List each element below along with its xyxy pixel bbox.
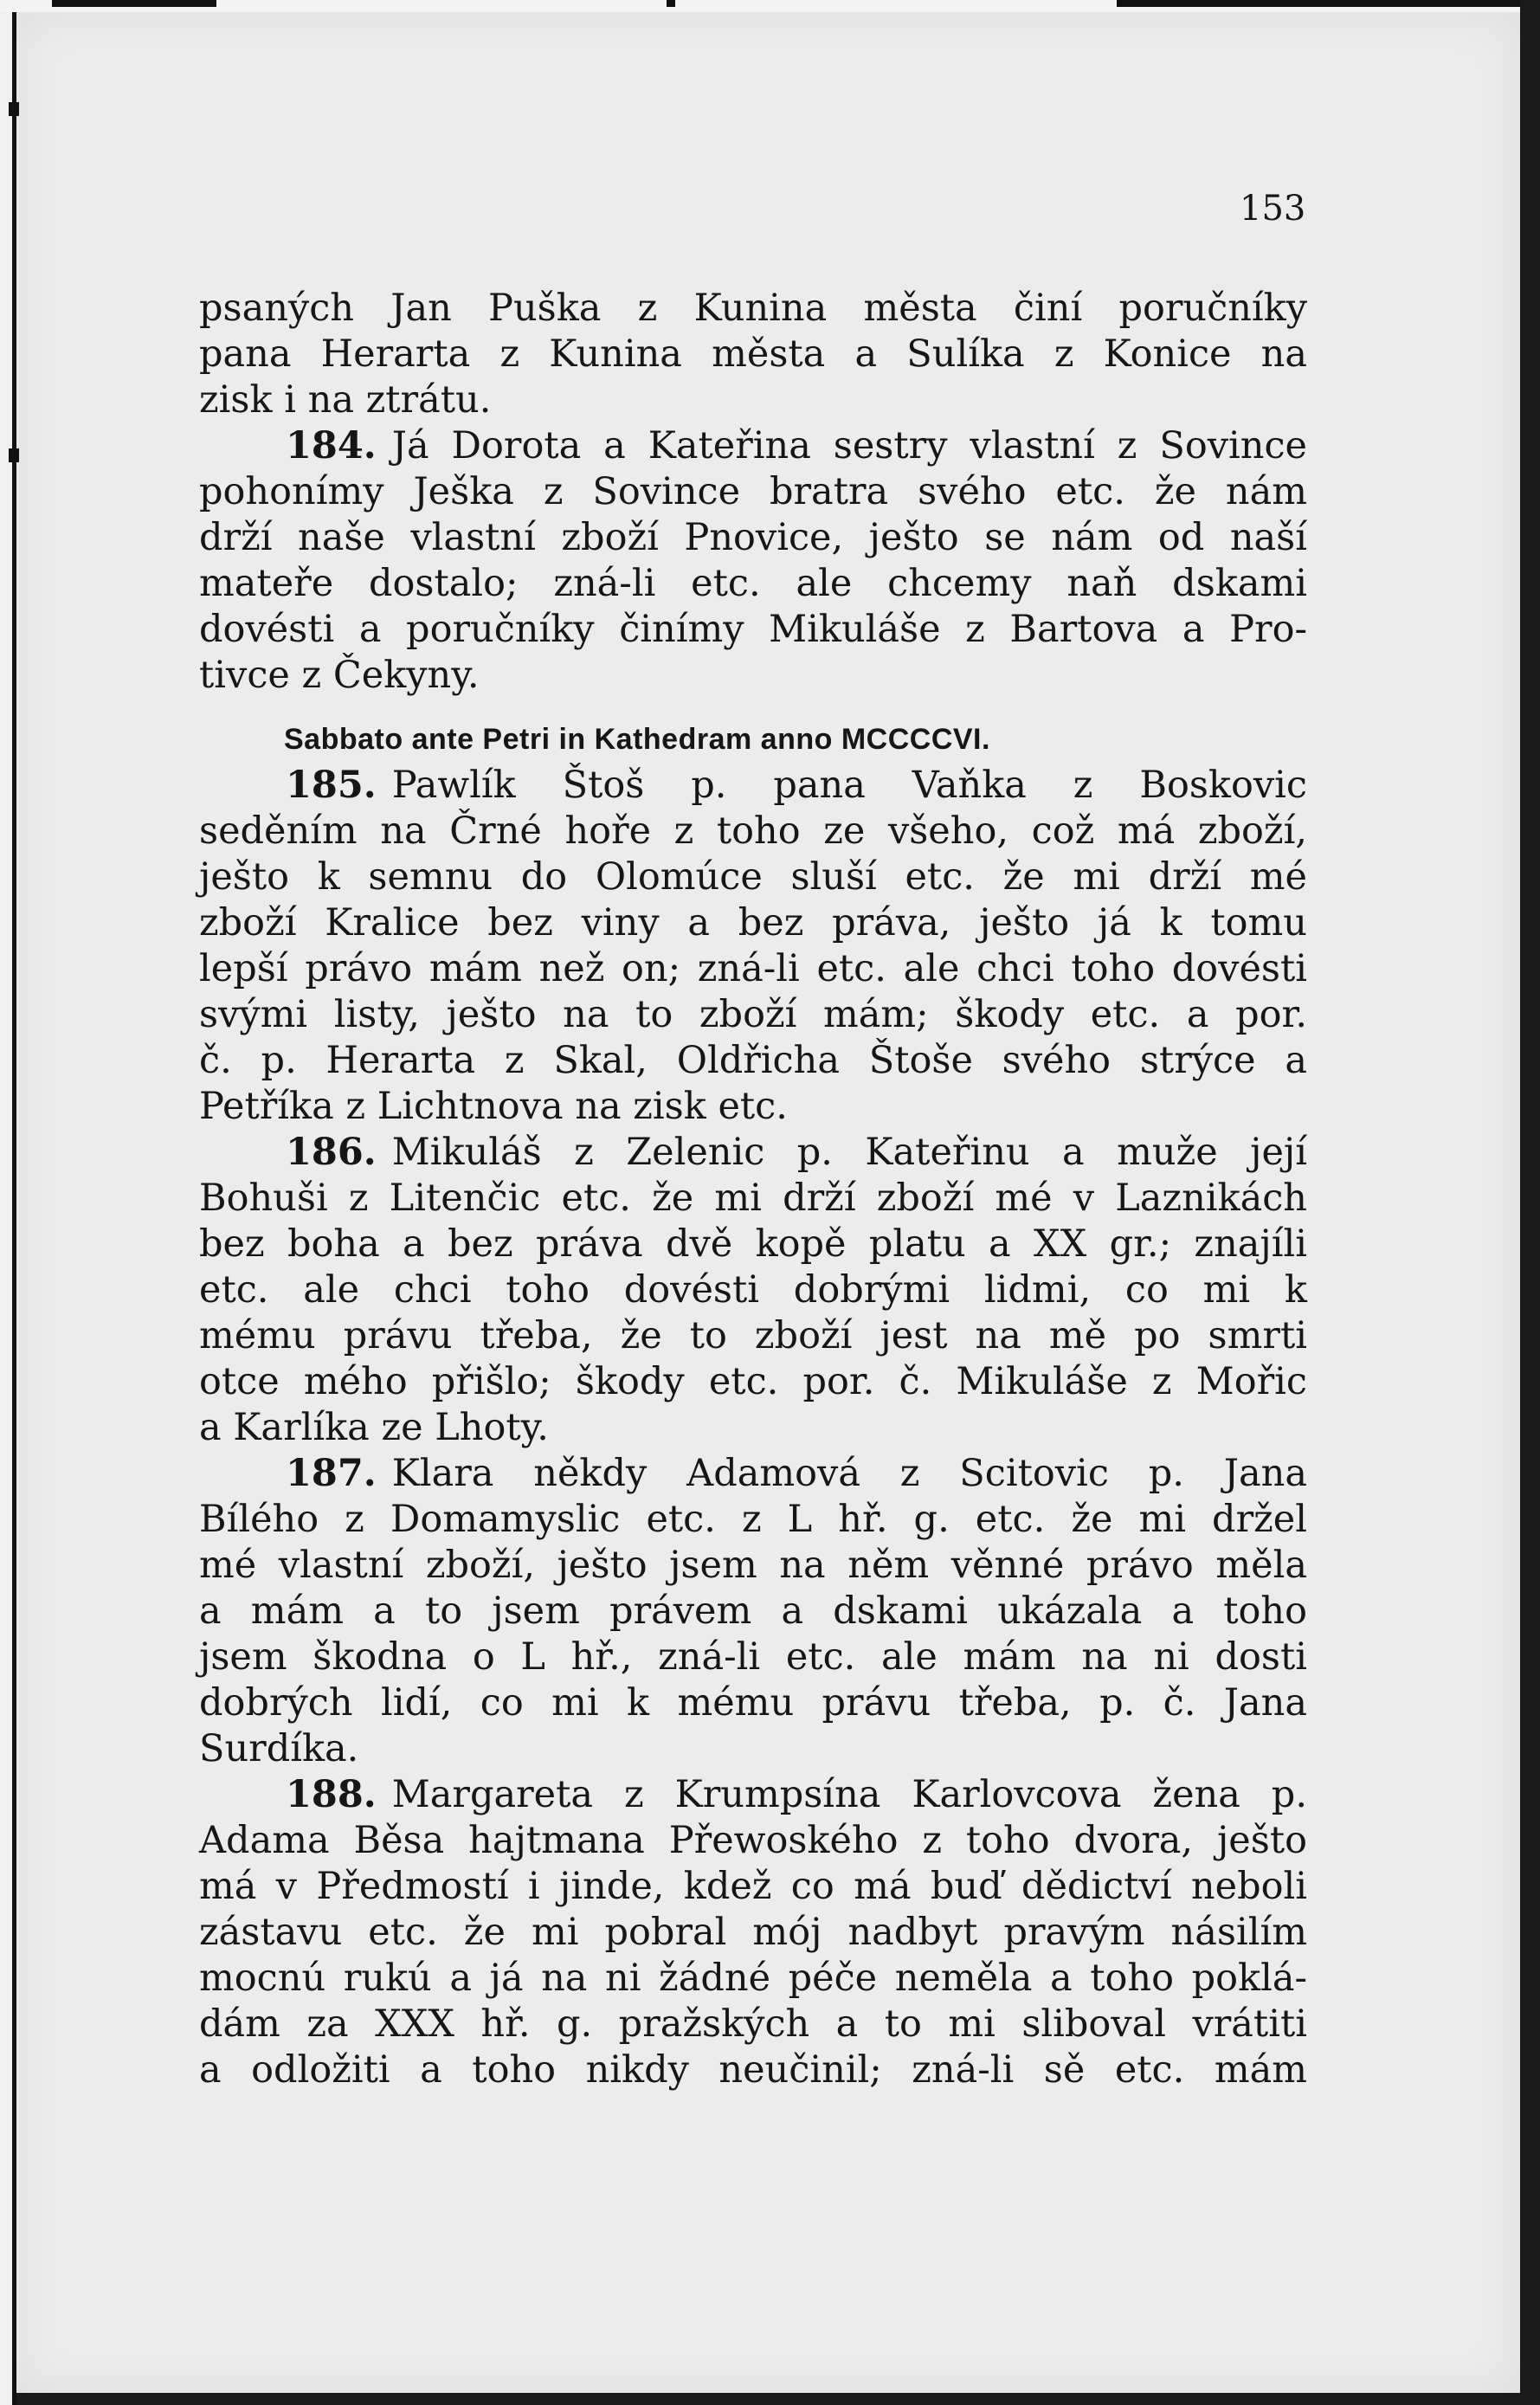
entry-185-first-line [199,763,1307,809]
text-line: zboží Kralice bez viny a bez práva, ješto já k tomu [199,901,1307,945]
text-line: Adama Běsa hajtmana Přewoského z toho dvora, ješto [199,1819,1307,1862]
entry-text: Mikuláš z Zelenic p. Kateřinu a muže její [391,1131,1307,1174]
text-line: bez boha a bez práva dvě kopě platu a XX gr.; znajíli [199,1222,1307,1266]
binding-mark [9,102,19,116]
text-line: má v Předmostí i jinde, kdež co má buď dědictví neboli [199,1865,1307,1908]
text-line: etc. ale chci toho dovésti dobrými lidmi, co mi k [199,1268,1307,1312]
text-line: č. p. Herarta z Skal, Oldřicha Štoše svého strýce a [199,1039,1307,1082]
page-text [199,164,1307,2093]
text-line: a Karlíka ze Lhoty. [199,1406,549,1449]
entry-184-first-line [199,423,1307,469]
binding-edge [12,12,16,2405]
entry-number: 184. [286,424,377,467]
scan-right-edge [1520,0,1540,2405]
text-line: pohonímy Ješka z Sovince bratra svého etc. že nám [199,470,1307,513]
text-line: dovésti a poručníky činímy Mikuláše z Bartova a Pro- [199,608,1307,651]
text-line: dám za XXX hř. g. pražských a to mi sliboval vrátiti [199,2002,1307,2046]
text-line: svými listy, ješto na to zboží mám; škody etc. a por. [199,993,1307,1036]
text-line: mé vlastní zboží, ješto jsem na něm věnné právo měla [199,1544,1307,1587]
text-line: zisk i na ztrátu. [199,378,492,422]
text-line: jsem škodna o L hř., zná-li etc. ale mám na ni dosti [199,1635,1307,1679]
text-line: mému právu třeba, že to zboží jest na mě po smrti [199,1314,1307,1357]
entry-text: Margareta z Krumpsína Karlovcova žena p. [391,1773,1307,1816]
text-line: lepší právo mám než on; zná-li etc. ale chci toho dovésti [199,947,1307,990]
text-line: otce mého přišlo; škody etc. por. č. Mikuláše z Mořic [199,1360,1307,1403]
entry-text: Pawlík Štoš p. pana Vaňka z Boskovic [391,764,1307,807]
text-line: a mám a to jsem právem a dskami ukázala a toho [199,1589,1307,1633]
text-line: Bílého z Domamyslic etc. z L hř. g. etc. že mi držel [199,1498,1307,1541]
entry-number: 185. [286,764,377,807]
scan-artifact [1117,0,1532,7]
entry-number: 187. [286,1452,377,1495]
entry-188-first-line [199,1772,1307,1818]
text-line: ješto k semnu do Olomúce sluší etc. že mi drží mé [199,855,1307,899]
entry-187-first-line [199,1451,1307,1497]
scan-artifact [667,0,675,7]
entry-186-first-line [199,1130,1307,1176]
text-line: Petříka z Lichtnova na zisk etc. [199,1085,788,1128]
entry-number: 186. [286,1131,377,1174]
text-line: psaných Jan Puška z Kunina města činí poručníky [199,287,1307,330]
text-line: mocnú rukú a já na ni žádné péče neměla a toho poklá- [199,1957,1307,2000]
text-line: mateře dostalo; zná-li etc. ale chcemy naň dskami [199,562,1307,605]
entry-text: Klara někdy Adamová z Scitovic p. Jana [391,1452,1307,1495]
scan-top-edge [0,0,1540,12]
binding-mark [9,448,19,462]
text-line: Surdíka. [199,1727,359,1770]
text-line: drží naše vlastní zboží Pnovice, ješto se nám od naší [199,516,1307,559]
entry-text: Já Dorota a Kateřina sestry vlastní z Sovince [391,424,1307,467]
entry-number: 188. [286,1773,377,1816]
scan-artifact [52,0,216,7]
text-line: tivce z Čekyny. [199,654,480,697]
text-line: seděním na Črné hoře z toho ze všeho, což má zboží, [199,809,1307,853]
section-heading: Sabbato ante Petri in Kathedram anno MCCCCVI. [284,723,990,756]
text-line: dobrých lidí, co mi k mému právu třeba, p. č. Jana [199,1681,1307,1725]
text-line: a odložiti a toho nikdy neučinil; zná-li sě etc. mám [199,2048,1307,2092]
page-number: 153 [1240,189,1306,229]
text-line: zástavu etc. že mi pobral mój nadbyt pravým násilím [199,1911,1307,1954]
text-line: pana Herarta z Kunina města a Sulíka z Konice na [199,332,1307,376]
text-line: Bohuši z Litenčic etc. že mi drží zboží mé v Laznikách [199,1177,1307,1220]
